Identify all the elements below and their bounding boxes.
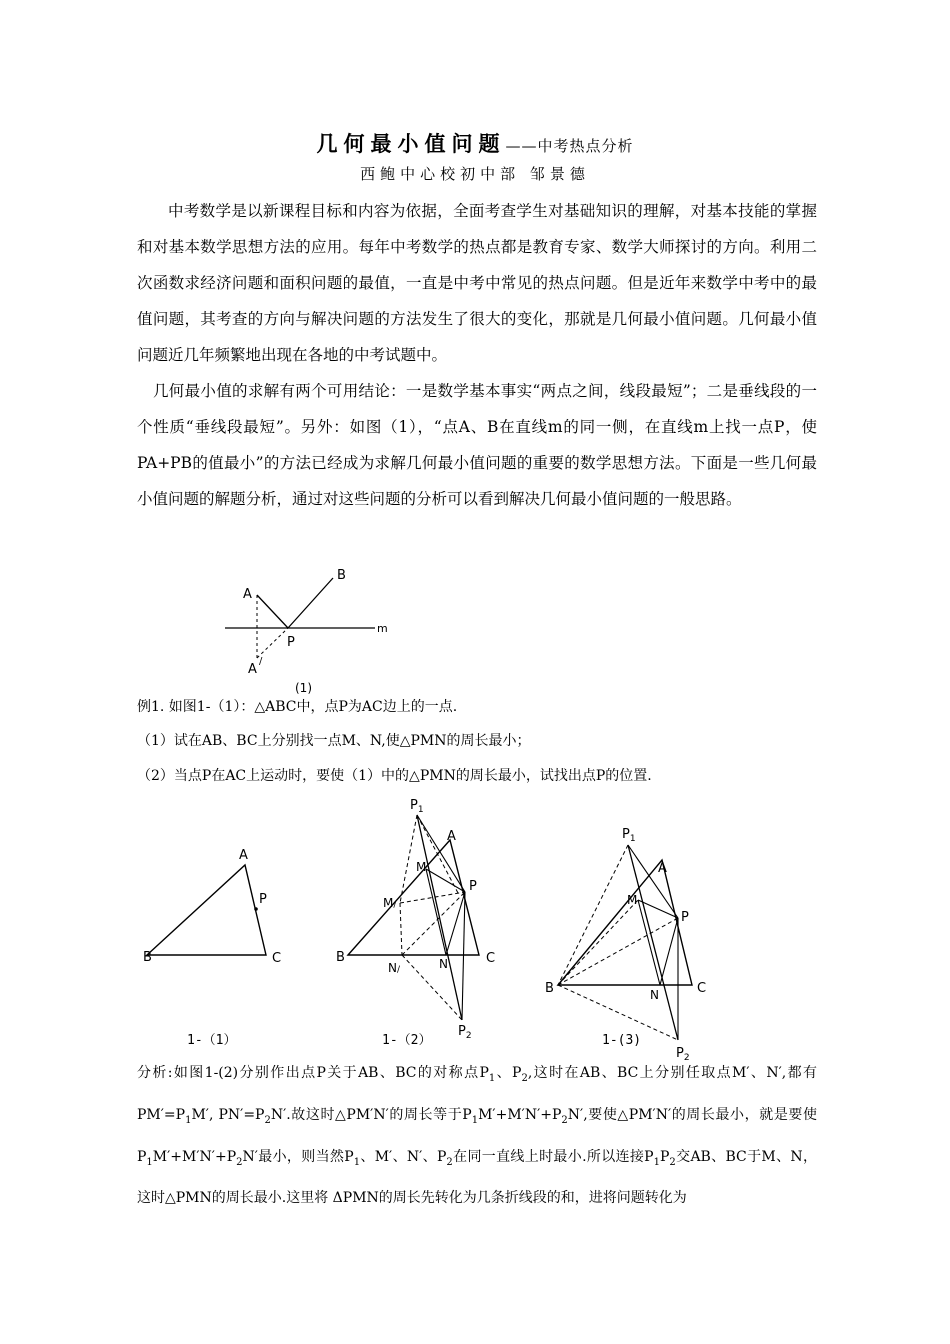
page-title (0, 128, 950, 158)
label-a-prime-mark: / (259, 656, 263, 667)
label-a: A (243, 587, 252, 602)
label-n: N (650, 988, 659, 1002)
point-p (254, 907, 258, 911)
caption-1-1: 1-（1） (187, 1033, 237, 1048)
dashed-p1-mprime (400, 815, 417, 903)
label-b: B (143, 950, 152, 965)
figure-1-caption: (1) (295, 681, 312, 695)
dashed-b-m (558, 900, 638, 985)
dashed-b-p2 (558, 985, 678, 1040)
segment-mn (638, 900, 660, 985)
caption-1-3: 1-(3) (602, 1033, 642, 1048)
title-main: 几何最小值问题 (316, 131, 506, 156)
example-heading: 例1. 如图1-（1）：△ABC中，点P为AC边上的一点. (137, 699, 458, 715)
label-a-prime: A (248, 662, 257, 677)
line-p1-p2 (417, 815, 462, 1020)
segment-pn (446, 892, 465, 955)
label-a: A (447, 829, 456, 844)
analysis-paragraph: 分析:如图1-(2)分别作出点P关于AB、BC的对称点$P_1$、$P_2$,这时在AB、BC上分别任取点M′、N′,都有$PM'=P_1M'$, $PN'=P_2N'$.故这时△PM′N′的周长等于$P_1M'+M'N'+P_2N'$,要使△PM′N′的周长最小，就是要使$P_1M'+M'N'+P_2N'$最小，则当然$P_1$、M′、N′、$P_2$在同一直线上时最小.所以连接$P_1P_2$交AB、BC于M、N，这时△PMN的周长最小.这里将 ΔPMN的周长先转化为几条折线段的和，进将问题转化为 (137, 1065, 817, 1207)
dashed-mprime-nprime (400, 903, 402, 955)
dashed-b-p (558, 918, 678, 985)
author-line: 西鲍中心校初中部 邹景德 (360, 165, 590, 183)
triangle-abc (348, 840, 479, 955)
label-p2: $P_2$ (458, 1024, 472, 1041)
label-a: A (658, 861, 667, 876)
segment-pb (288, 578, 333, 628)
conclusion-paragraph: 几何最小值的求解有两个可用结论：一是数学基本事实“两点之间，线段最短”；二是垂线段的一个性质“垂线段最短”。另外：如图（1），“点A、B在直线m的同一侧，在直线m上找一点P，使PA+PB的值最小”的方法已经成为求解几何最小值问题的重要的数学思想方法。下面是一些几何最小值问题的解题分析，通过对这些问题的分析可以看到解决几何最小值问题的一般思路。 (137, 382, 817, 508)
triangle-abc (147, 865, 266, 955)
label-p: P (681, 910, 689, 925)
line-p-p2 (462, 892, 465, 1020)
dashed-p1-p (417, 815, 458, 893)
triangle-abc (558, 860, 692, 985)
segment-mn (426, 869, 446, 955)
label-n-prime: N/ (388, 961, 401, 975)
label-c: C (697, 981, 707, 996)
dashed-nprime-p2 (402, 955, 462, 1020)
label-b: B (336, 950, 345, 965)
label-m: m (377, 622, 388, 635)
example-question-2: （2）当点P在AC上运动时，要使（1）中的△PMN的周长最小，试找出点P的位置. (137, 768, 652, 784)
label-p1: $P_1$ (622, 827, 636, 844)
label-p2: $P_2$ (676, 1046, 690, 1063)
example-question-1: （1）试在AB、BC上分别找一点M、N,使△PMN的周长最小； (137, 733, 531, 749)
line-p1-p2 (628, 845, 678, 1040)
label-b: B (337, 568, 346, 583)
label-m: M (627, 893, 638, 907)
label-b: B (545, 981, 554, 996)
dashed-a-prime-p (257, 628, 288, 658)
label-m: M (416, 860, 427, 874)
label-p1: $P_1$ (410, 798, 424, 815)
dashed-p1-b (558, 845, 628, 985)
label-c: C (272, 951, 282, 966)
figure-1-1 (135, 835, 295, 1050)
label-a: A (239, 848, 248, 863)
intro-paragraph: 中考数学是以新课程目标和内容为依据，全面考查学生对基础知识的理解，对基本技能的掌握和对基本数学思想方法的应用。每年中考数学的热点都是教育专家、数学大师探讨的方向。利用二次函数求经济问题和面积问题的最值，一直是中考中常见的热点问题。但是近年来数学中考中的最值问题，其考查的方向与解决问题的方法发生了很大的变化，那就是几何最小值问题。几何最小值问题近几年频繁地出现在各地的中考试题中。 (137, 202, 817, 364)
label-p: P (287, 635, 295, 650)
label-p: P (259, 892, 267, 907)
label-p: P (469, 879, 477, 894)
figure-1-3 (540, 820, 725, 1065)
line-p1-p (417, 815, 465, 892)
segment-ap (257, 595, 288, 628)
figure-1 (215, 560, 405, 695)
label-n: N (439, 957, 448, 971)
caption-1-2: 1-（2） (382, 1033, 432, 1048)
title-subtitle: ——中考热点分析 (505, 137, 634, 155)
label-c: C (486, 951, 496, 966)
figure-1-2 (330, 795, 510, 1050)
segment-pn (660, 918, 678, 985)
label-m-prime: M/ (383, 896, 397, 910)
